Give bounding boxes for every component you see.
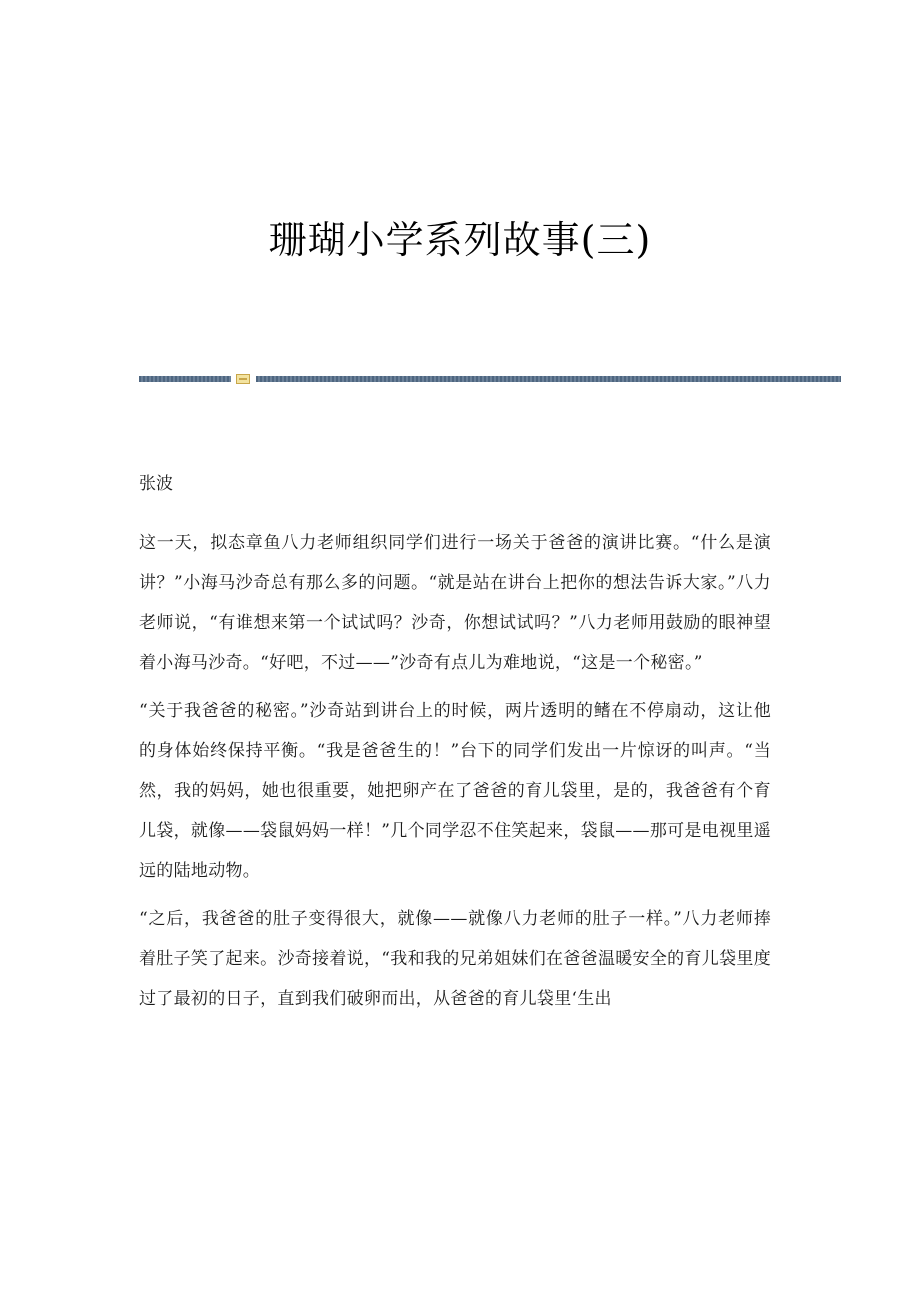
page-title: 珊瑚小学系列故事(三) [268,218,652,262]
divider-bar-left [139,376,231,382]
paragraph: “之后，我爸爸的肚子变得很大，就像——就像八力老师的肚子一样。”八力老师捧着肚子笑了起来。沙奇接着说，“我和我的兄弟姐妹们在爸爸温暖安全的育儿袋里度过了最初的日子，直到我们破卵而出，从爸爸的育儿袋里‘生出 [139,909,771,1009]
divider-ornament-icon [236,374,250,384]
article-body [139,523,771,1027]
paragraph: 这一天，拟态章鱼八力老师组织同学们进行一场关于爸爸的演讲比赛。“什么是演讲？”小海马沙奇总有那么多的问题。“就是站在讲台上把你的想法告诉大家。”八力老师说，“有谁想来第一个试试吗？沙奇，你想试试吗？”八力老师用鼓励的眼神望着小海马沙奇。“好吧，不过——”沙奇有点儿为难地说，“这是一个秘密。” [139,533,771,673]
author-name: 张波 [139,474,173,494]
divider-bar-right [256,376,841,382]
paragraph: “关于我爸爸的秘密。”沙奇站到讲台上的时候，两片透明的鳍在不停扇动，这让他的身体始终保持平衡。“我是爸爸生的！”台下的同学们发出一片惊讶的叫声。“当然，我的妈妈，她也很重要，她把卵产在了爸爸的育儿袋里，是的，我爸爸有个育儿袋，就像——袋鼠妈妈一样！”几个同学忍不住笑起来，袋鼠——那可是电视里遥远的陆地动物。 [139,701,771,881]
title-divider [139,374,841,384]
